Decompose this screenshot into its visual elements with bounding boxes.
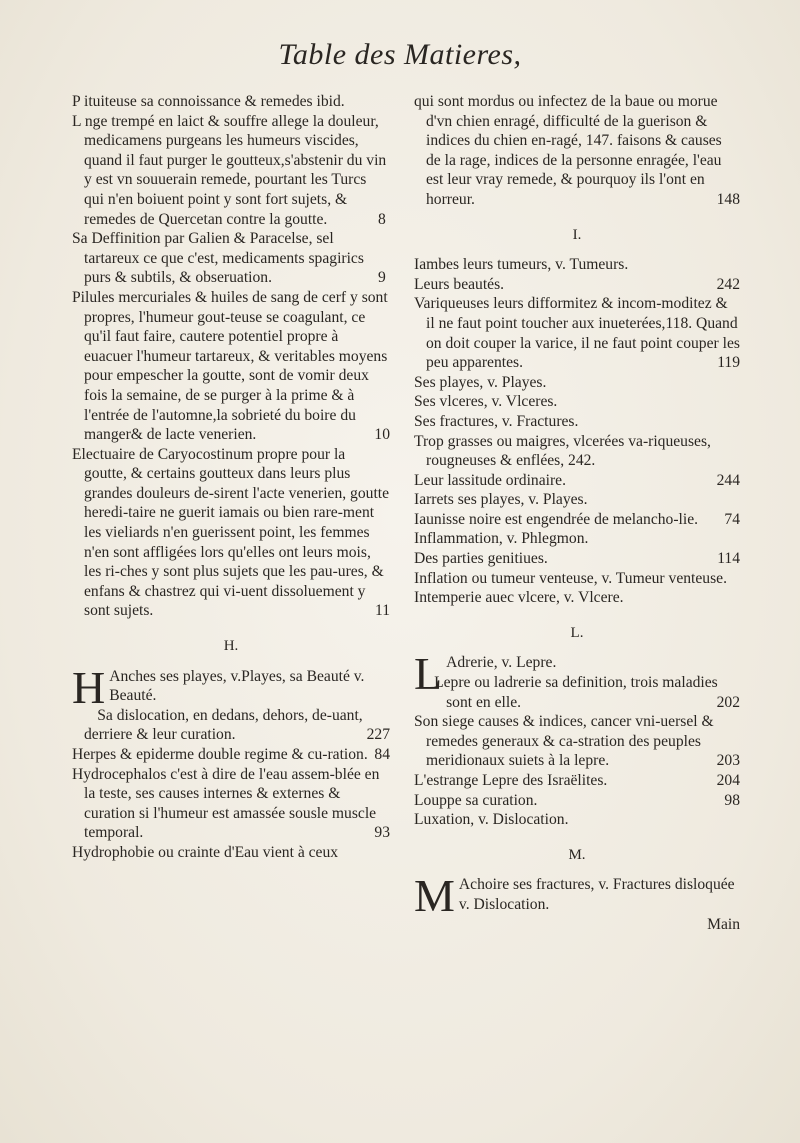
running-head: Table des Matieres, (278, 38, 522, 71)
index-entry (72, 92, 390, 112)
index-entry (72, 288, 390, 445)
entry-text: Ses fractures, v. Fractures. (414, 412, 579, 430)
section-heading-l: L. (570, 624, 584, 641)
right-column (414, 92, 740, 934)
entry-text: Hydrocephalos c'est à dire de l'eau assem-blée en la teste, ses causes internes & externes & curation si l'humeur est amassée sousle muscle temporal. (72, 765, 380, 842)
page-number: 84 (374, 746, 390, 763)
entry-text: Electuaire de Caryocostinum propre pour la goutte, & certains goutteux dans leurs plus grandes douleurs de-sirent l'acte venerien, goutte heredi-taire ne guerit iamais ou bien rare-ment les vieliards n'en guerissent point, les femmes n'en sont affligées lors qu'elles ont leurs mois, les ri-ches y sont plus sujets que les pau-ures, & enfans & chastrez qui vi-uent dissoluement y sont sujets. (72, 445, 390, 620)
page-number: 227 (366, 726, 390, 744)
entry-text: L nge trempé en laict & souffre allege la douleur, medicamens purgeans les humeurs viscides, quand il faut purger le goutteux,s'abstenir du vin y est vn souuerain remede, pourtant les Turcs qui n'en boiuent point y sont fort sujets, & remedes de Quercetan contre la goutte. (72, 112, 387, 228)
index-entry (414, 588, 740, 608)
index-entry (414, 771, 740, 791)
index-entry (414, 255, 740, 275)
left-column (72, 92, 390, 863)
l-first-text: Adrerie, v. Lepre. (446, 654, 557, 672)
section-heading-h: H. (223, 638, 239, 655)
entry-text: Luxation, v. Dislocation. (414, 811, 569, 829)
dropcap-l: L (414, 648, 443, 700)
entry-text: Iaunisse noire est engendrée de melancho-lie. (414, 510, 699, 528)
entry-text: Lepre ou ladrerie sa definition, trois maladies sont en elle. (434, 674, 718, 711)
index-entry (414, 510, 740, 530)
entry-text: Pilules mercuriales & huiles de sang de cerf y sont propres, l'humeur gout-teuse se coagulant, ce qu'il faut faire, cautere potentiel propre à euacuer l'humeur tartareux, & veritables moyens pour empescher la goutte, sont de vomir deux fois la semaine, de se purger à la prime & à l'entrée de l'automne,la sobrieté du boire du manger& de lacte venerien. (72, 288, 388, 444)
page-number: 114 (717, 550, 740, 568)
index-entry (414, 673, 740, 712)
entry-text: Sa Deffinition par Galien & Paracelse, sel tartareux ce que c'est, medicaments spagirics purs & subtils, & obseruation. (72, 230, 364, 287)
page-number: 93 (374, 824, 390, 842)
index-entry (414, 373, 740, 393)
page-number: 203 (716, 752, 740, 770)
entry-text: Herpes & epiderme double regime & cu-ration. (72, 746, 368, 763)
entry-text: Des parties genitiues. (414, 550, 548, 568)
index-entry (414, 810, 740, 830)
entry-text: Louppe sa curation. (414, 791, 538, 809)
index-entry (414, 712, 740, 771)
entry-text: P ituiteuse sa connoissance & remedes ibid. (72, 93, 345, 110)
index-entry (414, 412, 740, 432)
dropcap-m: M (414, 870, 455, 922)
page-number: 148 (716, 190, 740, 208)
entry-text: Leur lassitude ordinaire. (414, 471, 566, 489)
entry-text: Hydrophobie ou crainte d'Eau vient à ceux (72, 843, 339, 861)
page-number: 98 (724, 791, 740, 809)
entry-text: Variqueuses leurs difformitez & incom-moditez & il ne faut point toucher aux inueterées,118. Quand on doit couper la varice, il ne faut point couper les peu apparentes. (414, 295, 740, 372)
continuation-text: qui sont mordus ou infectez de la baue ou morue d'vn chien enragé, difficulté de la guerison & indices du chien en-ragé, 147. faisons & causes de la rage, indices de la personne enragée, l'eau est leur vray remede, & pourquoy ils l'ont en horreur. (414, 93, 722, 208)
index-entry (414, 392, 740, 412)
m-first-entry (414, 870, 740, 922)
index-entry (414, 275, 740, 295)
page-number: 119 (717, 354, 740, 372)
index-entry (72, 843, 390, 863)
entry-text: Trop grasses ou maigres, vlcerées va-riqueuses, rougneuses & enflées, 242. (414, 432, 711, 470)
entry-text: Sa dislocation, en dedans, dehors, de-uant, derriere & leur curation. (84, 706, 363, 744)
page-number: 242 (716, 275, 740, 293)
page-number: 74 (724, 510, 740, 528)
page-number: 11 (374, 602, 390, 620)
index-entry (414, 529, 740, 549)
left-entries (72, 92, 390, 621)
page-number: 204 (716, 772, 740, 789)
index-entry (72, 706, 390, 745)
index-entry (414, 432, 740, 471)
entry-text: Inflation ou tumeur venteuse, v. Tumeur venteuse. (414, 569, 727, 587)
h-first-text: Anches ses playes, v.Playes, sa Beauté v. Beauté. (109, 667, 365, 705)
entry-text: L'estrange Lepre des Israëlites. (414, 772, 608, 789)
dropcap-h: H (72, 661, 106, 713)
entry-text: Son siege causes & indices, cancer vni-uersel & remedes generaux & ca-stration des peuples meridionaux suiets à la lepre. (414, 713, 714, 770)
entry-text: Ses playes, v. Playes. (414, 373, 547, 391)
entry-text: Iambes leurs tumeurs, v. Tumeurs. (414, 256, 629, 274)
index-entry (72, 745, 390, 765)
index-entry (414, 549, 740, 569)
section-heading-m: M. (568, 846, 586, 863)
continuation-entry (414, 92, 740, 210)
index-entry: Sa Deffinition par Galien & Paracelse, sel tartareux ce que c'est, medicaments spagirics purs & subtils, & obseruation. 9 (72, 230, 386, 287)
page-number: 10 (374, 426, 390, 444)
entry-text: Leurs beautés. (414, 275, 505, 293)
h-first-entry (72, 661, 390, 713)
entry-text: Iarrets ses playes, v. Playes. (414, 491, 588, 509)
entry-text: Inflammation, v. Phlegmon. (414, 530, 589, 548)
index-entry (72, 445, 390, 621)
m-first-text: Achoire ses fractures, v. Fractures disloquée v. Dislocation. (458, 876, 735, 913)
index-entry (414, 490, 740, 510)
l-entries (414, 673, 740, 830)
h-entries (72, 706, 390, 863)
page-number: 244 (716, 471, 740, 489)
index-entry (72, 765, 390, 843)
entry-text: Intemperie auec vlcere, v. Vlcere. (414, 589, 624, 607)
page-number: 202 (716, 693, 740, 711)
index-entry (414, 294, 740, 372)
index-entry: L nge trempé en laict & souffre allege la douleur, medicamens purgeans les humeurs viscides, quand il faut purger le goutteux,s'abstenir du vin y est vn souuerain remede, pourtant les Turcs qui n'en boiuent point y sont fort sujets, & remedes de Quercetan contre la goutte. 8 (72, 112, 387, 228)
index-entry (414, 471, 740, 491)
section-heading-i: I. (572, 226, 582, 243)
catchword: Main (707, 915, 740, 933)
entry-text: Ses vlceres, v. Vlceres. (414, 393, 558, 411)
index-entry (414, 791, 740, 811)
index-entry (414, 569, 740, 589)
i-entries (414, 255, 740, 608)
